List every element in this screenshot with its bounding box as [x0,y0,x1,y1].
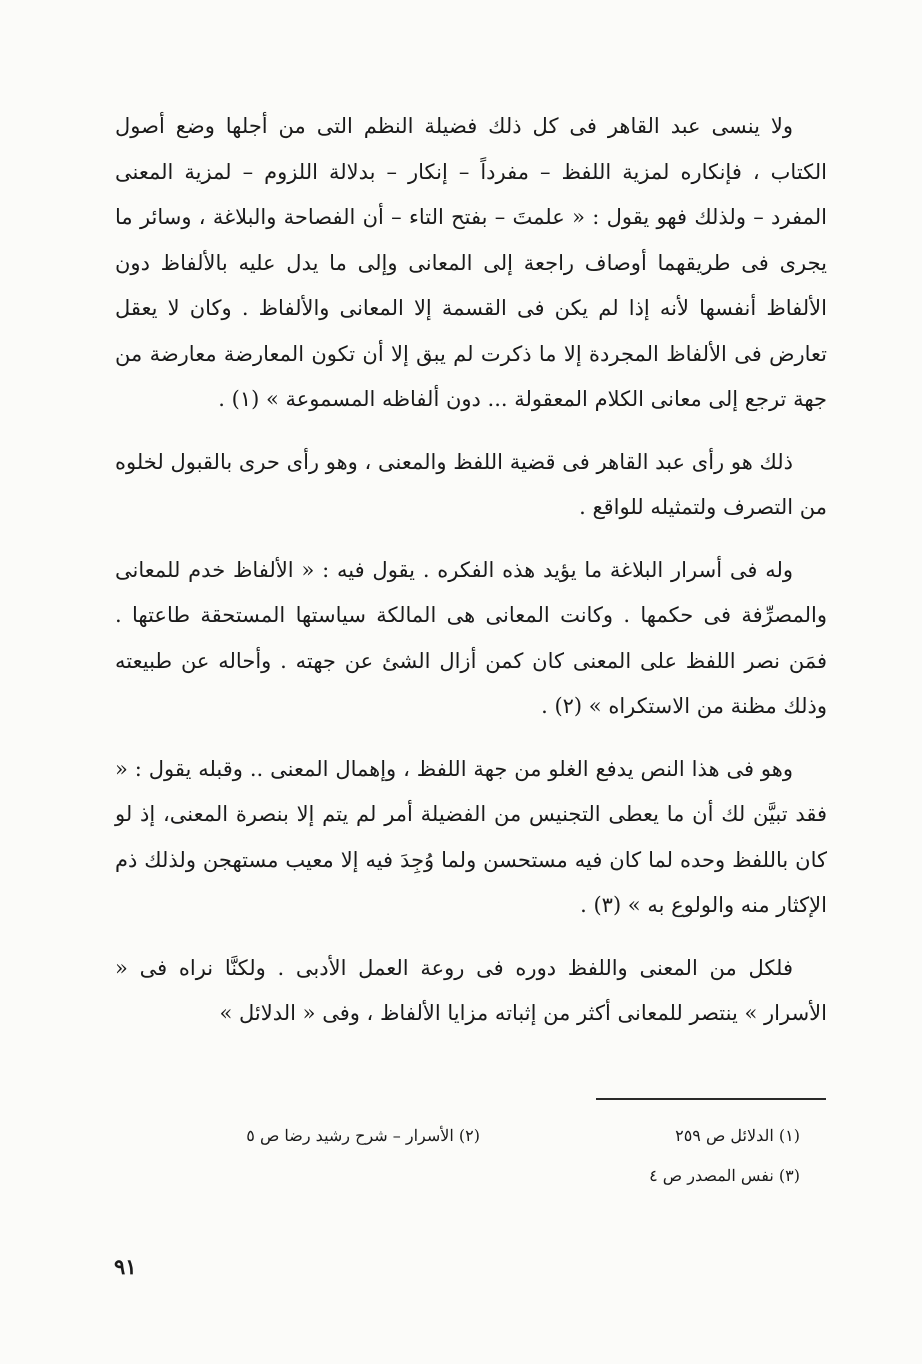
footnote-3: (٣) نفس المصدر ص ٤ [649,1166,800,1185]
footnote-1: (١) الدلائل ص ٢٥٩ [675,1126,800,1145]
paragraph-5: فلكل من المعنى واللفظ دوره فى روعة العمل الأدبى . ولكنَّا نراه فى « الأسرار » ينتصر للمعانى أكثر من إثباته مزايا الألفاظ ، وفى « الدلائل » [115,955,827,1025]
footnote-2: (٢) الأسرار – شرح رشيد رضا ص ٥ [246,1126,480,1145]
page-number: ٩١ [114,1254,137,1279]
paragraph-4: وهو فى هذا النص يدفع الغلو من جهة اللفظ ، وإهمال المعنى .. وقبله يقول : « فقد تبيَّن لك أن ما يعطى التجنيس من الفضيلة أمر لم يتم إلا بنصرة المعنى، إذ لو كان باللفظ وحده لما كان فيه مستحسن ولما وُجِدَ فيه إلا معيب مستهجن ولذلك ذم الإكثار منه والولوع به » (٣) . [115,756,827,917]
main-text [115,104,827,1037]
footnotes [120,1116,800,1196]
footnote-row-1 [120,1116,800,1156]
footnote-row-2 [120,1156,800,1196]
paragraph-3: وله فى أسرار البلاغة ما يؤيد هذه الفكره . يقول فيه : « الألفاظ خدم للمعانى والمصرِّفة فى حكمها . وكانت المعانى هى المالكة سياستها المستحقة طاعتها . فمَن نصر اللفظ على المعنى كان كمن أزال الشئ عن جهته . وأحاله عن طبيعته وذلك مظنة من الاستكراه » (٢) . [115,557,827,718]
paragraph-1: ولا ينسى عبد القاهر فى كل ذلك فضيلة النظم التى من أجلها وضع أصول الكتاب ، فإنكاره لمزية اللفظ – مفرداً – إنكار – بدلالة اللزوم – لمزية المعنى المفرد – ولذلك فهو يقول : « علمتَ – بفتح التاء – أن الفصاحة والبلاغة ، وسائر ما يجرى فى طريقهما أوصاف راجعة إلى المعانى وإلى ما يدل عليه بالألفاظ دون الألفاظ أنفسها لأنه إذا لم يكن فى القسمة إلا المعانى والألفاظ . وكان لا يعقل تعارض فى الألفاظ المجردة إلا ما ذكرت لم يبق إلا أن تكون المعارضة معارضة من جهة ترجع إلى معانى الكلام المعقولة ... دون ألفاظه المسموعة » (١) . [115,114,827,411]
paragraph-2: ذلك هو رأى عبد القاهر فى قضية اللفظ والمعنى ، وهو رأى حرى بالقبول لخلوه من التصرف ولتمثيله للواقع . [115,449,827,519]
footnote-divider [596,1098,826,1100]
